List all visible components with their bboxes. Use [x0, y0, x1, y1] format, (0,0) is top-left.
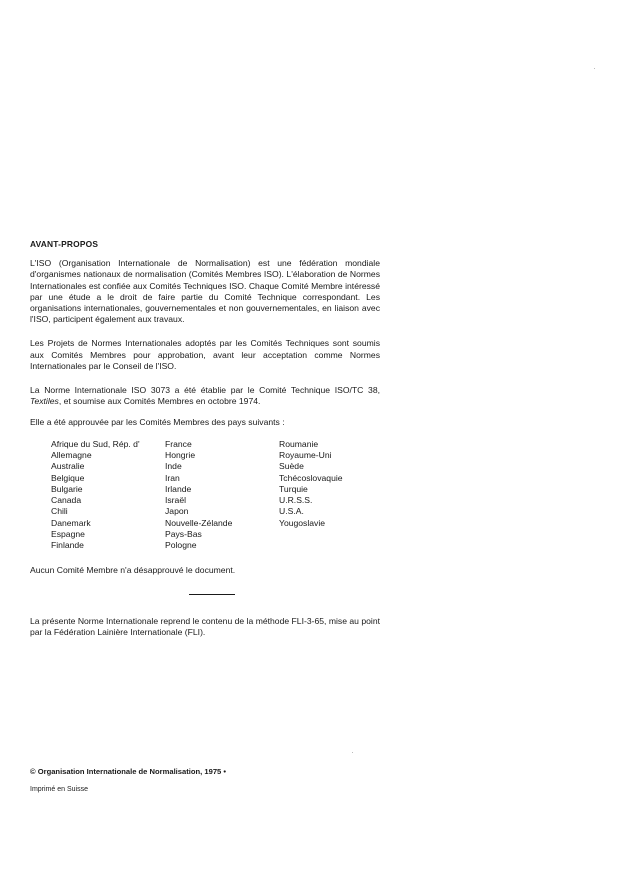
foreword-section: [30, 239, 380, 638]
country-item: Danemark: [51, 517, 91, 528]
country-item: Pays-Bas: [165, 529, 202, 540]
disapproval-paragraph: Aucun Comité Membre n'a désapprouvé le document.: [30, 564, 236, 575]
country-item: Chili: [51, 506, 68, 517]
countries-column-2: [165, 439, 232, 552]
countries-column-3: [279, 439, 343, 529]
foreword-heading: AVANT-PROPOS: [30, 239, 99, 249]
copyright-notice: © Organisation Internationale de Normalisation, 1975 •: [30, 767, 227, 776]
standard-origin-paragraph: [30, 385, 380, 407]
country-item: Inde: [165, 461, 182, 472]
country-item: Espagne: [51, 529, 85, 540]
scan-speck: [352, 752, 353, 753]
country-item: U.R.S.S.: [279, 495, 313, 506]
country-item: Hongrie: [165, 449, 196, 460]
country-item: Nouvelle-Zélande: [165, 517, 233, 528]
country-item: Tchécoslovaquie: [279, 472, 343, 483]
country-item: Suède: [279, 461, 304, 472]
country-item: Belgique: [51, 472, 85, 483]
standard-origin-text: La Norme Internationale ISO 3073 a été établie par le Comité Technique ISO/TC 38,: [30, 385, 380, 396]
country-item: Pologne: [165, 540, 197, 551]
country-item: Israël: [165, 495, 187, 506]
scan-speck: [594, 68, 595, 69]
standard-origin-text-end: , et soumise aux Comités Membres en octobre 1974.: [58, 396, 261, 407]
approval-intro-paragraph: Elle a été approuvée par les Comités Membres des pays suivants :: [30, 417, 285, 428]
countries-column-1: [51, 439, 140, 552]
iso-description-paragraph: L'ISO (Organisation Internationale de Normalisation) est une fédération mondiale d'organismes nationaux de normalisation (Comités Membres ISO). L'élaboration de Normes Internationales est confiée aux Comités Techniques ISO. Chaque Comité Membre intéressé par une étude a le droit de faire partie du Comité Technique correspondant. Les organisations internationales, gouvernementales et non gouvernementales, en liaison avec l'ISO, participent également aux travaux.: [30, 258, 380, 325]
committee-title: Textiles: [30, 396, 59, 407]
country-item: Turquie: [279, 483, 308, 494]
country-item: Roumanie: [279, 438, 319, 449]
printed-in-notice: Imprimé en Suisse: [30, 786, 88, 793]
country-item: Australie: [51, 461, 85, 472]
country-item: Japon: [165, 506, 189, 517]
method-origin-paragraph: La présente Norme Internationale reprend le contenu de la méthode FLI-3-65, mise au point par la Fédération Lainière Internationale (FLI).: [30, 615, 380, 638]
country-item: Allemagne: [51, 449, 92, 460]
country-item: Canada: [51, 495, 82, 506]
country-item: U.S.A.: [279, 506, 304, 517]
country-item: Finlande: [51, 540, 84, 551]
country-item: Irlande: [165, 483, 192, 494]
country-item: Iran: [165, 472, 180, 483]
country-item: Bulgarie: [51, 483, 83, 494]
country-item: Royaume-Uni: [279, 449, 332, 460]
country-item: France: [165, 438, 192, 449]
approval-process-paragraph: Les Projets de Normes Internationales adoptés par les Comités Techniques sont soumis aux Comités Membres pour approbation, avant leur acceptation comme Normes Internationales par le Conseil de l'ISO.: [30, 338, 380, 371]
approving-countries: [51, 439, 380, 565]
country-item: Yougoslavie: [279, 517, 326, 528]
country-item: Afrique du Sud, Rép. d': [51, 438, 140, 449]
